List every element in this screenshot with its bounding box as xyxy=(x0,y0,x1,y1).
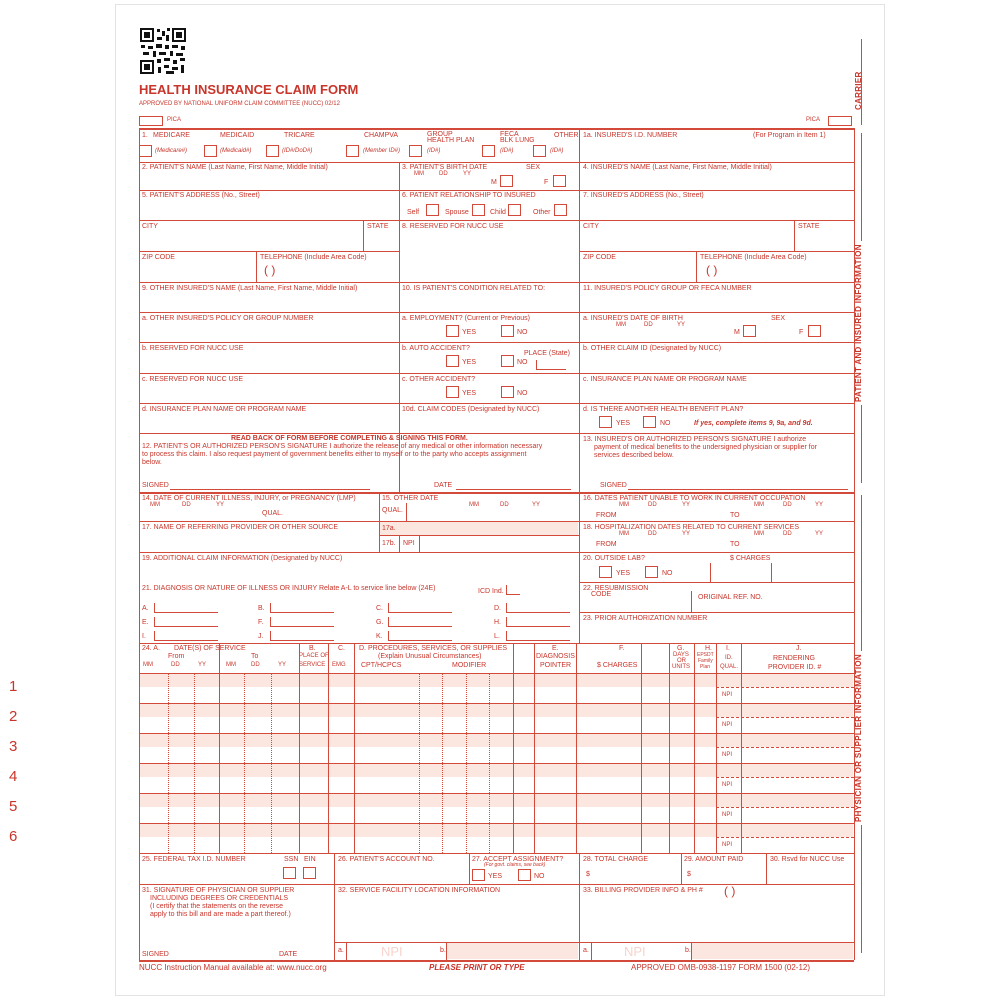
total-charge-field[interactable] xyxy=(594,866,679,882)
side-label-carrier: CARRIER xyxy=(854,71,863,110)
diagnosis-code-field[interactable] xyxy=(388,617,452,627)
insured-name-field[interactable] xyxy=(581,173,851,189)
side-label-patient: PATIENT AND INSURED INFORMATION xyxy=(854,241,863,405)
service-facility-field[interactable] xyxy=(336,896,576,940)
other-checkbox[interactable] xyxy=(533,145,546,157)
sex-male-checkbox[interactable] xyxy=(500,175,513,187)
billing-npi-watermark: NPI xyxy=(624,944,646,959)
other-date-field[interactable] xyxy=(456,510,566,520)
insured-sex-female-checkbox[interactable] xyxy=(808,325,821,337)
line-npi-label: NPI xyxy=(722,692,733,698)
unable-work-to-field[interactable] xyxy=(746,510,846,520)
service-line-row[interactable] xyxy=(140,748,853,762)
service-line-row[interactable] xyxy=(140,808,853,822)
tricare-label: TRICARE xyxy=(284,132,315,139)
diagnosis-label: A. xyxy=(142,605,149,612)
current-illness-date-field[interactable] xyxy=(141,510,256,520)
diagnosis-code-field[interactable] xyxy=(154,603,218,613)
facility-npi-watermark: NPI xyxy=(381,944,403,959)
patient-state-field[interactable] xyxy=(365,232,397,250)
service-line-row[interactable] xyxy=(140,718,853,732)
other-insurance-plan-field[interactable] xyxy=(141,415,397,432)
auto-accident-state-field[interactable] xyxy=(536,360,566,370)
pica-box-left[interactable] xyxy=(139,116,163,126)
line-npi-label: NPI xyxy=(722,752,733,758)
patient-account-field[interactable] xyxy=(336,865,466,883)
hospitalization-to-field[interactable] xyxy=(746,539,846,550)
other-insured-name-field[interactable] xyxy=(141,294,397,311)
patient-telephone-field[interactable]: ( ) xyxy=(264,263,276,277)
insured-id-field[interactable] xyxy=(581,142,851,160)
feca-checkbox[interactable] xyxy=(482,145,495,157)
icd-indicator-field[interactable] xyxy=(506,585,520,595)
diagnosis-code-field[interactable] xyxy=(270,603,334,613)
footer-approved: APPROVED OMB-0938-1197 FORM 1500 (02-12) xyxy=(631,963,811,972)
other-accident-no-checkbox[interactable] xyxy=(501,386,514,398)
diagnosis-code-field[interactable] xyxy=(270,617,334,627)
relationship-spouse-checkbox[interactable] xyxy=(472,204,485,216)
ein-checkbox[interactable] xyxy=(303,867,316,879)
footer-print: PLEASE PRINT OR TYPE xyxy=(429,963,525,972)
insured-birth-date-field[interactable] xyxy=(603,331,703,341)
patient-city-field[interactable] xyxy=(141,232,361,250)
patient-address-field[interactable] xyxy=(141,201,397,219)
insured-sex-male-checkbox[interactable] xyxy=(743,325,756,337)
diagnosis-label: H. xyxy=(494,619,501,626)
physician-signature-field[interactable] xyxy=(141,923,331,949)
service-line-row[interactable] xyxy=(140,688,853,702)
diagnosis-code-field[interactable] xyxy=(388,603,452,613)
diagnosis-label: F. xyxy=(258,619,264,626)
other-claim-id-field[interactable] xyxy=(581,354,851,372)
read-back-notice: READ BACK OF FORM BEFORE COMPLETING & SIGNING THIS FORM. xyxy=(231,435,468,442)
pica-label-left: PICA xyxy=(167,117,182,123)
service-line-number: 3 xyxy=(9,738,18,755)
hospitalization-from-field[interactable] xyxy=(614,539,704,550)
diagnosis-code-field[interactable] xyxy=(154,631,218,641)
supplemental-shaded-row[interactable] xyxy=(140,794,741,807)
diagnosis-label: J. xyxy=(258,633,264,640)
group-health-plan-checkbox[interactable] xyxy=(409,145,422,157)
auto-accident-yes-checkbox[interactable] xyxy=(446,355,459,367)
service-line-number: 4 xyxy=(9,768,18,785)
supplemental-shaded-row[interactable] xyxy=(140,734,741,747)
diagnosis-label: K. xyxy=(376,633,383,640)
service-line-number: 2 xyxy=(9,708,18,725)
billing-provider-field[interactable] xyxy=(581,898,851,940)
medicaid-checkbox[interactable] xyxy=(204,145,217,157)
diagnosis-label: C. xyxy=(376,605,383,612)
insured-policy-group-field[interactable] xyxy=(581,294,851,311)
insured-state-field[interactable] xyxy=(796,232,852,250)
relationship-self-checkbox[interactable] xyxy=(426,204,439,216)
diagnosis-label: I. xyxy=(142,633,146,640)
supplemental-shaded-row[interactable] xyxy=(140,764,741,777)
outside-lab-yes-checkbox[interactable] xyxy=(599,566,612,578)
unable-work-from-field[interactable] xyxy=(614,510,704,520)
diagnosis-code-field[interactable] xyxy=(506,617,570,627)
other-plan-no-checkbox[interactable] xyxy=(643,416,656,428)
federal-tax-id-field[interactable] xyxy=(141,865,276,883)
insured-address-field[interactable] xyxy=(581,201,851,219)
relationship-other-checkbox[interactable] xyxy=(554,204,567,216)
diagnosis-code-field[interactable] xyxy=(154,617,218,627)
employment-no-checkbox[interactable] xyxy=(501,325,514,337)
outside-lab-no-checkbox[interactable] xyxy=(645,566,658,578)
diagnosis-label: L. xyxy=(494,633,500,640)
medicare-label: MEDICARE xyxy=(153,132,190,139)
lab-charges-field[interactable] xyxy=(712,565,770,581)
other-label: OTHER xyxy=(554,132,579,139)
diagnosis-label: G. xyxy=(376,619,384,626)
patient-signature-line[interactable] xyxy=(170,489,370,490)
ssn-checkbox[interactable] xyxy=(283,867,296,879)
relationship-child-checkbox[interactable] xyxy=(508,204,521,216)
pica-label-right: PICA xyxy=(806,117,821,123)
diagnosis-code-field[interactable] xyxy=(270,631,334,641)
champva-checkbox[interactable] xyxy=(346,145,359,157)
diagnosis-code-field[interactable] xyxy=(388,631,452,641)
service-line-number: 5 xyxy=(9,798,18,815)
champva-label: CHAMPVA xyxy=(364,132,399,139)
referring-provider-field[interactable] xyxy=(141,533,377,551)
birth-date-field[interactable] xyxy=(403,180,493,189)
referring-npi-field[interactable] xyxy=(421,536,577,551)
insured-telephone-field[interactable]: ( ) xyxy=(706,263,718,277)
insurance-plan-name-field[interactable] xyxy=(581,385,851,402)
qr-code-icon xyxy=(139,27,187,75)
pica-box-right[interactable] xyxy=(828,116,852,126)
billing-phone-field[interactable]: ( ) xyxy=(724,884,736,898)
service-line-row[interactable] xyxy=(140,838,853,852)
medicaid-label: MEDICAID xyxy=(220,132,255,139)
supplemental-shaded-row[interactable] xyxy=(140,824,741,837)
line-npi-label: NPI xyxy=(722,842,733,848)
auto-accident-no-checkbox[interactable] xyxy=(501,355,514,367)
claim-form-sheet: HEALTH INSURANCE CLAIM FORM APPROVED BY NATIONAL UNIFORM CLAIM COMMITTEE (NUCC) 02/12 PICA PICA CARRIER PATIENT AND INSURED INFORMATION PHYSICIAN OR SUPPLIER INFORMATION 1. MEDICARE MEDICAID TRICARE CHAMPVA GROUP HEALTH PLAN FECA BLK LUNG OTHER (Medicare#) (Medicaid#) (ID#/DoD#) (Member ID#) (ID#) (ID#) (ID#) 1a. INSURED'S I.D. NUMBER (For Program in Item 1) 2. PATIENT'S NAME (Last Name, First Name, Middle Initial) 3. PATIENT'S BIRTH DATE SEX MM DD YY M F 4. INSURED'S NAME (Last Name, First Name, Middle Initial) 5. PATIENT'S ADDRESS (No., Street) 6. PATIENT RELATIONSHIP TO INSURED Self Spouse Child Other 7. INSURED'S ADDRESS (No., Street) CITY STATE 8. RESERVED FOR NUCC USE CITY STATE ZIP CODE TELEPHONE (Include Area Code) ( ) ZIP CODE TELEPHONE (Include Area Code) ( ) 9. OTHER INSURED'S NAME (Last Name, First Name, Middle Initial) 10. IS PATIENT'S CONDITION RELATED TO: 11. INSURED'S POLICY GROUP OR FECA NUMBER a. OTHER INSURED'S POLICY OR GROUP NUMBER a. EMPLOYMENT? (Current or Previous) YES NO a. INSURED'S DATE OF BIRTH SEX MM DD YY M F b. RESERVED FOR NUCC USE b. AUTO ACCIDENT? PLACE (State) YES NO b. OTHER CLAIM ID (Designated by NUCC) c. RESERVED FOR NUCC USE c. OTHER ACCIDENT? YES NO c. INSURANCE PLAN NAME OR PROGRAM NAME d. INSURANCE PLAN NAME OR PROGRAM NAME 10d. CLAIM CODES (Designated by NUCC) d. IS THERE ANOTHER HEALTH BENEFIT PLAN? YES NO If yes, complete items 9, 9a, and 9d. READ BACK OF FORM BEFORE COMPLETING & SIGNING THIS FORM. 12. PATIENT'S OR AUTHORIZED PERSON'S SIGNATURE I authorize the release of any medical or other information necessary to process this claim. I also request payment of government benefits either to myself or to the party who accepts assignment below. SIGNED DATE 13. INSURED'S OR AUTHORIZED PERSON'S SIGNATURE I authorize payment of medical benefits to the undersigned physician or supplier for services described below. SIGNED 14. DATE OF CURRENT ILLNESS, INJURY, or PREGNANCY (LMP) MM DD YY QUAL. 15. OTHER DATE QUAL. MM DD YY 16. DATES PATIENT UNABLE TO WORK IN CURRENT OCCUPATION MM DD YY MM DD YY FROM TO 17. NAME OF REFERRING PROVIDER OR OTHER SOURCE 17a. 17b. NPI 18. HOSPITALIZATION DATES RELATED TO CURRENT SERVICES MM DD YY MM DD YY FROM TO 19. ADDITIONAL CLAIM INFORMATION (Designated by NUCC) 20. OUTSIDE LAB? $ CHARGES YES NO 21. DIAGNOSIS OR NATURE OF ILLNESS OR INJURY Relate A-L to service line below (24E) ICD Ind. 22. RESUBMISSION CODE ORIGINAL REF. NO. 23. PRIOR AUTHORIZATION NUMBER A. B. C. D. E. F. G. H. I. J. K. L. 24. A. DATE(S) OF SERVICE From To MM DD YY MM DD YY B. PLACE OF SERVICE C. EMG D. PROCEDURES, SERVICES, OR SUPPLIES (Explain Unusual Circumstances) CPT/HCPCS MODIFIER E. DIAGNOSIS POINTER F. $ CHARGES G. DAYS OR UNITS H. EPSDT Family Plan I. ID. QUAL. J. RENDERING PROVIDER ID. # 1 NPI 2 NPI 3 NPI 4 NPI 5 NPI 6 NPI 25. FEDERAL TAX I.D. NUMBER SSN EIN 26. PATIENT'S ACCOUNT NO. 27. ACCEPT ASSIGNMENT? (For govt. claims, see back) YES NO 28. TOTAL CHARGE $ 29. AMOUNT PAID $ 30. Rsvd for NUCC Use 31. SIGNATURE OF PHYSICIAN OR SUPPLIER INCLUDING DEGREES OR CREDENTIALS (I certify that the statements on the reverse apply to this bill and are made a part thereof.) SIGNED DATE 32. SERVICE FACILITY LOCATION INFORMATION a. NPI b. 33. BILLING PROVIDER INFO & PH # ( ) a. NPI b. NUCC Instruction Manual available at: www.nucc.org PLEASE PRINT OR TYPE APPROVED OMB-0938-1197 FORM 1500 (02-12) xyxy=(115,4,885,996)
patient-name-field[interactable] xyxy=(141,173,397,189)
diagnosis-code-field[interactable] xyxy=(506,603,570,613)
employment-yes-checkbox[interactable] xyxy=(446,325,459,337)
line-npi-label: NPI xyxy=(722,722,733,728)
line-npi-label: NPI xyxy=(722,812,733,818)
side-label-physician: PHYSICIAN OR SUPPLIER INFORMATION xyxy=(854,651,863,825)
diagnosis-label: D. xyxy=(494,605,501,612)
form-title: HEALTH INSURANCE CLAIM FORM xyxy=(139,82,359,97)
accept-assignment-yes-checkbox[interactable] xyxy=(472,869,485,881)
tricare-checkbox[interactable] xyxy=(266,145,279,157)
accept-assignment-no-checkbox[interactable] xyxy=(518,869,531,881)
feca-label: FECA xyxy=(500,131,519,138)
claim-codes-field[interactable] xyxy=(401,415,577,432)
insured-signature-line[interactable] xyxy=(628,489,848,490)
additional-claim-info-field[interactable] xyxy=(141,564,577,582)
other-plan-yes-checkbox[interactable] xyxy=(599,416,612,428)
sex-female-checkbox[interactable] xyxy=(553,175,566,187)
service-line-number: 1 xyxy=(9,678,18,695)
insured-city-field[interactable] xyxy=(581,232,792,250)
service-line-number: 6 xyxy=(9,828,18,845)
approved-line: APPROVED BY NATIONAL UNIFORM CLAIM COMMITTEE (NUCC) 02/12 xyxy=(139,101,340,107)
footer-manual: NUCC Instruction Manual available at: www.nucc.org xyxy=(139,963,327,972)
line-npi-label: NPI xyxy=(722,782,733,788)
other-accident-yes-checkbox[interactable] xyxy=(446,386,459,398)
service-line-row[interactable] xyxy=(140,778,853,792)
patient-signature-date-line[interactable] xyxy=(456,489,571,490)
medicare-checkbox[interactable] xyxy=(139,145,152,157)
supplemental-shaded-row[interactable] xyxy=(140,674,741,687)
diagnosis-code-field[interactable] xyxy=(506,631,570,641)
amount-paid-field[interactable] xyxy=(696,866,764,882)
insured-zip-field[interactable] xyxy=(581,263,694,281)
patient-zip-field[interactable] xyxy=(141,263,254,281)
group-label: GROUP xyxy=(427,131,453,138)
diagnosis-label: B. xyxy=(258,605,265,612)
supplemental-shaded-row[interactable] xyxy=(140,704,741,717)
diagnosis-label: E. xyxy=(142,619,149,626)
prior-authorization-field[interactable] xyxy=(581,624,851,642)
other-insured-policy-field[interactable] xyxy=(141,324,397,341)
